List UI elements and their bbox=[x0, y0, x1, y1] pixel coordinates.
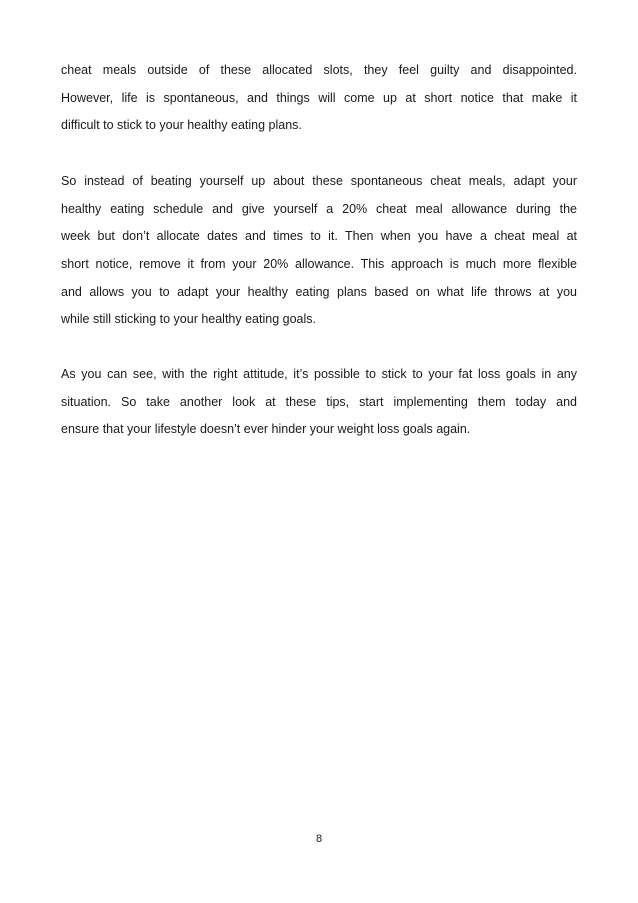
paragraph-line: short notice, remove it from your 20% allowance. This approach is much more flexible bbox=[61, 257, 577, 272]
paragraph-1 bbox=[61, 61, 577, 144]
paragraph-line: difficult to stick to your healthy eating plans. bbox=[61, 118, 302, 133]
paragraph-line: and allows you to adapt your healthy eating plans based on what life throws at you bbox=[61, 284, 577, 299]
paragraph-line: As you can see, with the right attitude, it’s possible to stick to your fat loss goals in any bbox=[61, 367, 577, 381]
paragraph-line: healthy eating schedule and give yourself a 20% cheat meal allowance during the bbox=[61, 201, 577, 216]
paragraph-2 bbox=[61, 172, 577, 338]
paragraph-line: week but don’t allocate dates and times to it. Then when you have a cheat meal at bbox=[61, 229, 577, 244]
paragraph-line: ensure that your lifestyle doesn’t ever hinder your weight loss goals again. bbox=[61, 422, 471, 437]
paragraph-line: situation. So take another look at these tips, start implementing them today and bbox=[61, 394, 577, 409]
paragraph-line: cheat meals outside of these allocated slots, they feel guilty and disappointed. bbox=[61, 63, 577, 77]
page-number: 8 bbox=[315, 833, 323, 845]
paragraph-3 bbox=[61, 365, 577, 448]
paragraph-line: However, life is spontaneous, and things will come up at short notice that make it bbox=[61, 90, 577, 105]
paragraph-line: while still sticking to your healthy eating goals. bbox=[61, 312, 316, 327]
paragraph-line: So instead of beating yourself up about these spontaneous cheat meals, adapt your bbox=[61, 174, 577, 188]
